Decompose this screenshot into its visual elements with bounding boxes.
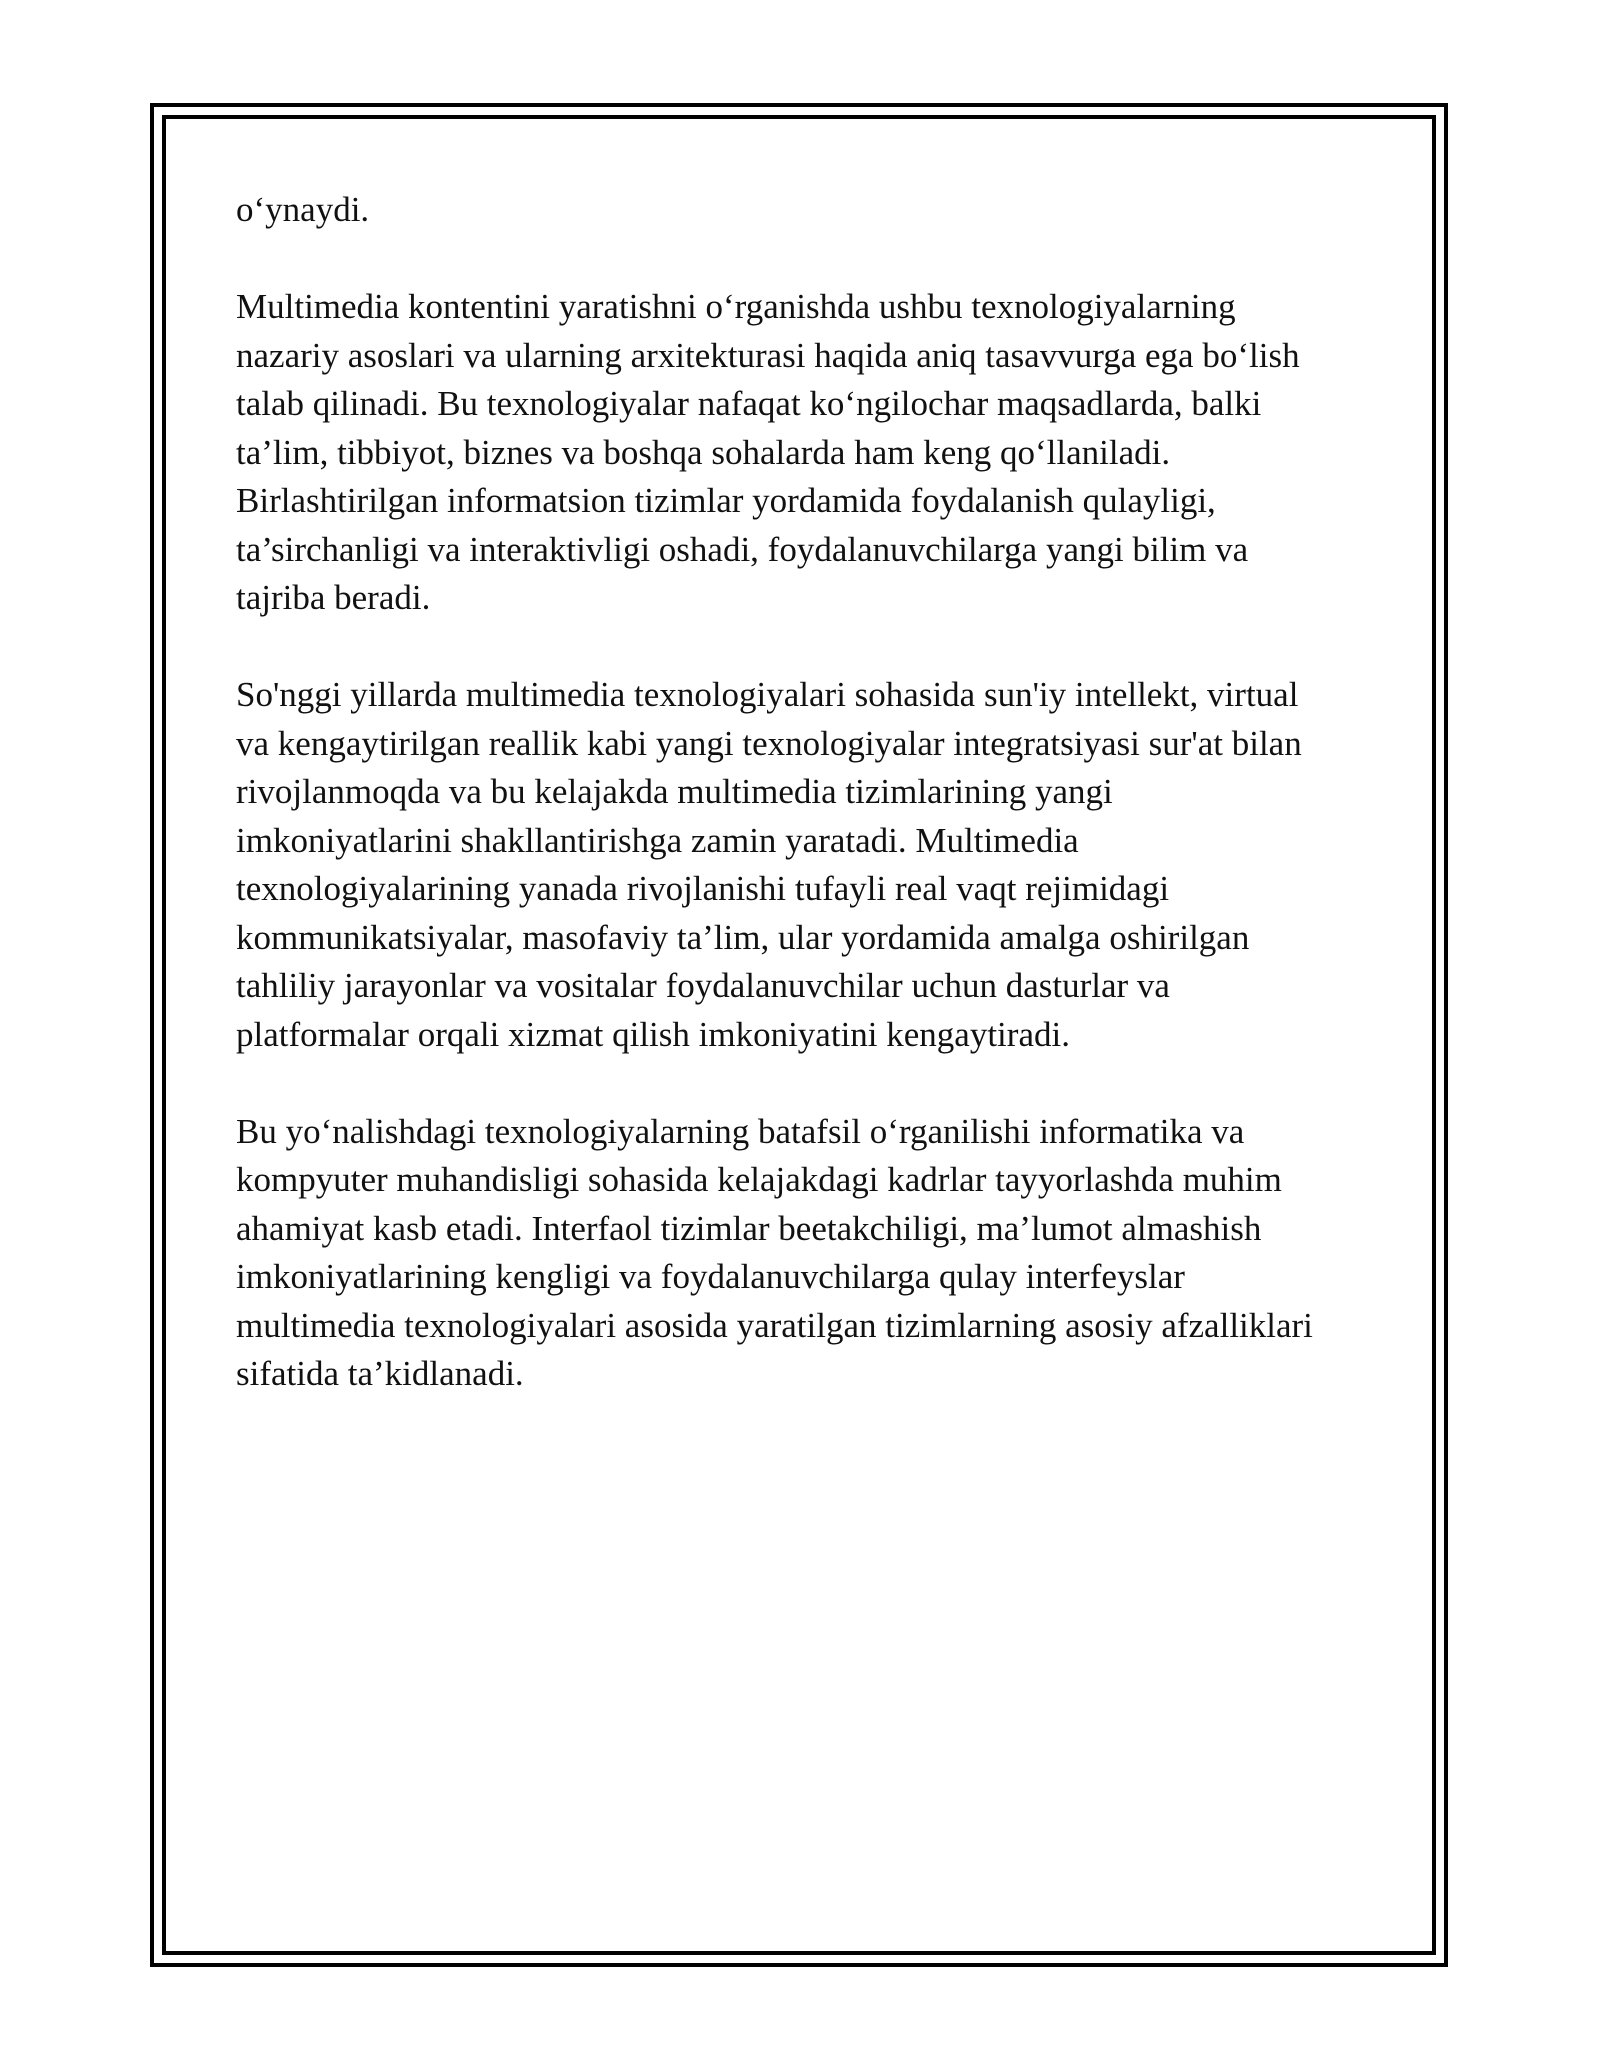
paragraph-detailed-study: Bu yo‘nalishdagi texnologiyalarning batafsil o‘rganilishi informatika va kompyuter muhandisligi sohasida kelajakdagi kadrlar tayyorlashda muhim ahamiyat kasb etadi. Interfaol tizimlar beetakchiligi, ma’lumot almashish imkoniyatlarining kengligi va foydalanuvchilarga qulay interfeyslar multimedia texnologiyalari asosida yaratilgan tizimlarning asosiy afzalliklari sifatida ta’kidlanadi. bbox=[236, 1111, 1313, 1393]
paragraph-multimedia-content: Multimedia kontentini yaratishni o‘rganishda ushbu texnologiyalarning nazariy asoslari va ularning arxitekturasi haqida aniq tasavvurga ega bo‘lish talab qilinadi. Bu texnologiyalar nafaqat ko‘ngilochar maqsadlarda, balki ta’lim, tibbiyot, biznes va boshqa sohalarda ham keng qo‘llaniladi. Birlashtirilgan informatsion tizimlar yordamida foydalanish qulayligi, ta’sirchanligi va interaktivligi oshadi, foydalanuvchilarga yangi bilim va tajriba beradi. bbox=[236, 287, 1300, 617]
paragraph-continuation: o‘ynaydi. bbox=[236, 190, 370, 229]
paragraph-recent-years: So'nggi yillarda multimedia texnologiyalari sohasida sun'iy intellekt, virtual va kengaytirilgan reallik kabi yangi texnologiyalar integratsiyasi sur'at bilan rivojlanmoqda va bu kelajakda multimedia tizimlarining yangi imkoniyatlarini shakllantirishga zamin yaratadi. Multimedia texnologiyalarining yanada rivojlanishi tufayli real vaqt rejimidagi kommunikatsiyalar, masofaviy ta’lim, ular yordamida amalga oshirilgan tahliliy jarayonlar va vositalar foydalanuvchilar uchun dasturlar va platformalar orqali xizmat qilish imkoniyatini kengaytiradi. bbox=[236, 675, 1302, 1054]
document-body bbox=[236, 186, 1386, 1447]
